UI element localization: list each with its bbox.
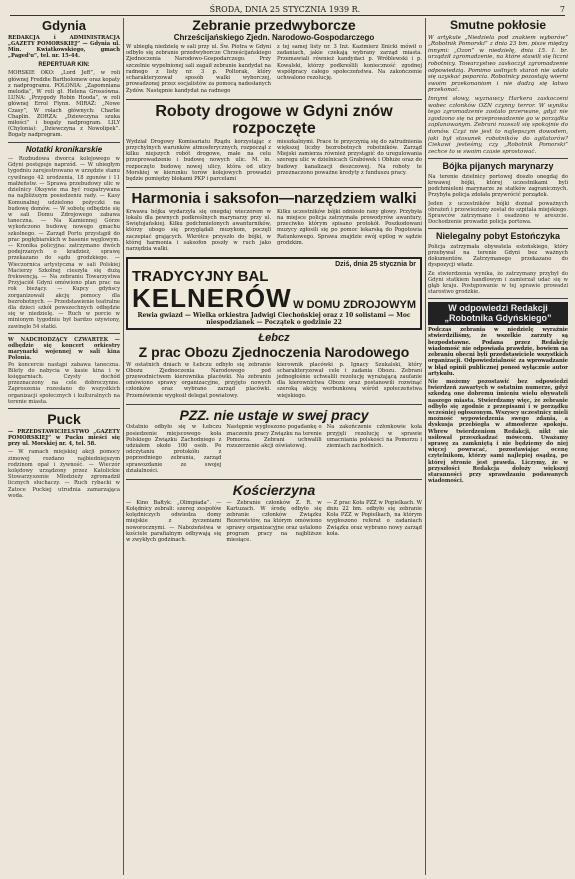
ad-title-line2: KELNERÓW — [132, 283, 292, 314]
column-text-filler: Nie możemy pozostawić bez odpowiedzi twierdzeń zawartych w ostatnim numerze, gdyż szkodzą one dobremu imieniu wielu obywateli naszego miasta. Stwierdzamy więc, że zebranie odbyło się zgodnie z przepisami i w porządku wcześniej ogłoszonym. Wszyscy uczestnicy mieli możność wypowiedzenia swego zdania, a dyskusja przebiegła w atmosferze spokoju. Wbrew twierdzeniom Redakcji, nikt nie usiłował przeszkadzać mówcom. Uważamy sprawę za zamkniętą i nie będziemy do niej więcej powracać, pozostawiając ocenę czytelnikom, którzy sami najlepiej osądzą, po której stronie jest prawda. Liczymy, że w przyszłości Redakcja dołoży większej staranności przy sprawdzaniu podawanych wiadomości. — [428, 378, 568, 485]
divider — [126, 99, 422, 100]
ad-title-line1: TRADYCYJNY BAL — [132, 268, 269, 286]
roboty-title: Roboty drogowe w Gdyni znów rozpoczęte — [155, 102, 393, 137]
pzz-text-1: Ostatnio odbyło się w Łebczu posiedzenie miejscowego koła Polskiego Związku Zachodniego z udziałem około 100 osób. Po odczytaniu protokółu z poprzedniego zebrania, zarząd sprawozdanie ze swojej działalności. — [126, 424, 222, 474]
bal-kelnerow-advertisement — [126, 257, 422, 330]
roboty-body — [126, 139, 422, 184]
column-text-filler: — W ramach miejskiej akcji pomocy zimowej rozdano najbiedniejszym rodzinom opał i żywność. — Wieczór kolędowy urządzony przez Katolickie Stowarzyszenie Młodzieży zgromadził licznych słuchaczy. — Ruch rybacki w Zatoce Puckiej utrudnia zamarzająca woda. — [8, 449, 120, 499]
bojka-title: Bójka pijanych marynarzy — [442, 161, 554, 172]
koscierzyna-text-1: — Kino Bałtyk: „Olimpiada”. — Kolędnicy zebrali: szereg zespołów kolędniczych odwiedza domy miejskie z życzeniami noworocznymi. — Nabożeństwa w kościele parafialnym odbywają się w zwykłych godzinach. — [126, 499, 222, 543]
redakcji-title: W odpowiedzi Redakcji „Robotnika Gdyńskiego” — [428, 302, 568, 325]
lebcz-title: Z prac Obozu Zjednoczenia Narodowego — [138, 343, 410, 360]
divider — [126, 479, 422, 480]
cinema-listings: MORSKIE OKO: „Lord Jeff”, w roli głównej Freddie Bartholomew oraz kopaty z nadprogramu. POLONIA: „Zapomniana melodia”, W roli gł. Helena Grossówna. LUNA: „Przygody Robin Hooda”, w roli głównej Errol Flynn. MIRAŻ: „Nowe Czasy”, W rolach głównych: Charlie Chaplin. ZORZA: „Dziewczyna szuka miłości” i bogaty nadprogram. LILY (Chylonia): „Dziewczyna z Nowolipek”. Bogaty nadprogram. — [8, 70, 120, 139]
column-text-filler: Ze stwierdzenia wynika, że zatrzymany przybył do Gdyni statkiem handlowym i zamierzał udać się w głąb kraju. Postępowanie w tej sprawie prowadzi starostwo grodzkie. — [428, 270, 568, 296]
pzz-text-2: Następnie wygłoszono pogadankę o znaczeniu pracy Związku na terenie Pomorza. Zebrani uchwalili rozszerzenie akcji oświatowej. — [226, 424, 322, 450]
nielegalny-text: Policja zatrzymała obywatela estońskiego, który przebywał na terenie Gdyni bez ważnych dokumentów. Zatrzymanego przekazano do dyspozycji władz. — [428, 243, 568, 269]
divider — [8, 333, 120, 334]
column-text-filler: — Rozbudowa dworca kolejowego w Gdyni postępuje naprzód. — W ubiegłym tygodniu zarejestrowano w urzędzie stanu cywilnego 42 urodzenia, 18 zgonów i 11 małżeństw. — Sprawa przebudowy ulic w dzielnicy Oksywie ma być rozpatrywana na najbliższym posiedzeniu rady. — Kasy Komunalnej udzielono pożyczki na budowę domów. — W sobotę odbędzie się w sali Domu Zdrojowego zabawa taneczna. — Na Kamiennej Górze wykończono budowę nowego gmachu szkolnego. — Zarząd Portu przystąpił do prac pogłębiarskich w basenie węglowym. — Kronika policyjna: zatrzymano dwóch podejrzanych o kradzież, sprawę przekazano do sądu grodzkiego. — Wieczornica artystyczna w sali Polskiej Macierzy Szkolnej cieszyła się dużą frekwencją. — Na zebraniu Towarzystwa Przyjaciół Gdyni omówiono plan prac na rok bieżący. — Kupcy gdyńscy zorganizowali akcję pomocy dla bezrobotnych. — Przedstawienie teatralne dla dzieci szkół powszechnych odbędzie się w niedzielę. — Ruch w porcie w minionym tygodniu był bardzo ożywiony, zawinęło 54 statki. — [8, 156, 120, 330]
smutne-title: Smutne pokłosie — [449, 18, 547, 32]
column-text-filler: Po koncercie nastąpi zabawa taneczna. Bilety do nabycia w kasie kina i w księgarniach. Czysty dochód przeznaczony na cele dobroczynne. Zaproszenia rozesłano do wszystkich organizacji społecznych i kulturalnych na terenie miasta. — [8, 361, 120, 405]
zebranie-body — [126, 44, 422, 96]
notice-filler: W NADCHODZĄCY CZWARTEK — odbędzie się koncert orkiestry marynarki wojennej w sali kina Polonia. — [8, 336, 120, 362]
column-divider — [123, 18, 124, 875]
koscierzyna-text-3: — Z prac Koła PZZ w Popielkach. W dniu 22 bm. odbyło się zebranie Koła PZZ w Popielkach, na którym wygłoszono referat o zadaniach Związku oraz wybrano nowy zarząd koła. — [326, 499, 422, 537]
gdynia-redakcja: REDAKCJA i ADMINISTRACJA „GAZETY POMORSKIEJ” — Gdynia ul. Min. Kwiatkowskiego, gmach „Paged'u”, tel. nr. 15-44. — [8, 34, 120, 60]
puck-title: Puck — [47, 411, 81, 427]
roboty-text-2: mieszkalnymi. Prace te przyczynią się do zatrudnienia większej liczby bezrobotnych robotników. Zarząd Miejski zamierza również przystąpić do uregulowania szeregu ulic w dzielnicach Grabówek i Obłuże oraz do budowy kanalizacji deszczowej. Na roboty te przeznaczono poważne kredyty z funduszu pracy. — [277, 138, 422, 176]
divider — [428, 298, 568, 299]
page-number: 7 — [559, 4, 565, 14]
divider — [8, 408, 120, 409]
roboty-text-1: Wydział Drogowy Komisariatu Rządu korzystając z przychylnych warunków atmosferycznych, rozpoczął z kilku niejszych robót drogowe, małe na celu przeprowadzenie i budowę nowych ulic. M. in. rozpoczęto budowę nowej ulicy, która od ulicy Morskiej w kierunku torów kolejowych prowadzi będzie pomiędzy blokami PKP i parcelami — [126, 138, 271, 182]
center-column — [126, 18, 422, 875]
zebranie-subtitle: Chrześcijańskiego Zjedn. Narodowo-Gospodarczego — [173, 32, 375, 42]
gdynia-column — [8, 18, 120, 875]
column-text-filler: Innymi słowy, wyznawcy Harkera zaskoczeni wobec członków OZN czynny terror. W wyniku tego zgromadzenie zostało przerwane, gdyż nie zgodzono się na przeprowadzenie go w porządku zaplanowanym. Zebrani rozeszli się spokojnie do domów. Czyż nie jest to najlepszym dowodem, jaki był stosunek robotników do agitatorów? Ciekawi jesteśmy, czy „Robotnik Pomorski” zechce to w swoim czasie sprostować. — [428, 95, 568, 155]
right-column — [428, 18, 568, 875]
repertuar-heading: REPERTUAR KIN: — [38, 62, 90, 69]
pzz-body — [126, 424, 422, 476]
zebranie-text-1: W ubiegłą niedzielę w sali przy ul. Św. Piotra w Gdyni odbyło się zebranie przedwyborcze Chrześcijańskiego Zjednoczenia Narodowo-Gospodarczego. Przy szczelnie wypełnionej sali zagaił zebranie kandydat na radnego z listy nr. 3 p. Poltorak, który scharakteryzował sposób walki wyborczej, prowadzonej przez socjalistów za pomocą nadesłanych Żydów. Następnie kandydat na radnego — [126, 44, 271, 94]
divider — [126, 187, 422, 188]
puck-przedstawicielstwo: — PRZEDSTAWICIELSTWO „GAZETY POMORSKIEJ” w Pucku mieści się przy ul. Morskiej nr. 4, tel. 58. — [8, 428, 120, 448]
bojka-text: Na terenie dzielnicy portowej doszło onegdaj do krwawej bójki, której uczestnikami byli podchmieleni marynarze ze statków zagranicznych. Przybyła policja zdołała przywrócić porządek. — [428, 173, 568, 199]
pzz-title: PZZ. nie ustaje w swej pracy — [179, 406, 369, 423]
ad-place: W DOMU ZDROJOWYM — [293, 299, 416, 312]
lebcz-body — [126, 362, 422, 401]
harmonia-title: Harmonia i saksofon—narzędziem walki — [131, 190, 417, 208]
lebcz-text-1: W ostatnich dniach w Łebczu odbyło się zebranie Obozu Zjednoczenia Narodowego pod przewodnictwem kierownika placówki. Na zebraniu omówiono sprawy organizacyjne, przyjęto nowych członków oraz wybrano zarząd placówki. Przemówienie wygłosił delegat powiatowy. — [126, 361, 271, 399]
page-header — [10, 3, 565, 16]
divider — [8, 142, 120, 143]
lebcz-text-2: kierownik placówki p. Ignacy Szukalski, który scharakteryzował cele i zadania Obozu. Zebrani jednogłośnie uchwalili rezolucję wyrażającą zaufanie dla kierownictwa Obozu oraz postanowili rozwinąć szeroką akcję werbunkową wśród społeczeństwa wiejskiego. — [277, 361, 422, 399]
nielegalny-title: Nielegalny pobyt Estończyka — [435, 231, 561, 242]
redakcji-text: Podczas zebrania w niedzielę wyraźnie stwierdziliśmy, że wszelkie zarzuty są bezpodstawne. Podana przez Redakcję wiadomość nie odpowiada prawdzie, bowiem na zebraniu obecni byli przedstawiciele wszystkich organizacji. Odpowiedzialność za wprowadzanie w błąd opinii publicznej ponosi wyłącznie autor artykułu. — [428, 327, 568, 377]
koscierzyna-body — [126, 500, 422, 545]
smutne-text: W artykule „Niedziela pod znakiem wyborów” „Robotnik Pomorski” z dnia 23 bm. pisze między innymi: „Ozon” w niedzielę, dnia 15. I. br. urządził zgromadzenie, na które stawili się liczni robotnicy. Towarzystwo zaskoczył zgromadzenie odpowiedzią. Pomimo usilnych starań nie udało się uzyskać poparcia. Robotnicy pozostają wierni swoim przekonaniom i nie dadzą się łatwo przekonać. — [428, 34, 568, 94]
harmonia-text-2: Kilku uczestników bójki odniosło rany głowy. Przybyła na miejsce policja zatrzymała prowodyrów awantury, przeciwko którym spisano protokół. Poszkodowani muzycy zgłosili się po pomoc lekarską do Pogotowia Ratunkowego. Sprawa znajdzie swój epilog w sądzie grodzkim. — [277, 208, 422, 246]
divider — [126, 404, 422, 405]
column-divider — [425, 18, 426, 875]
zebranie-title: Zebranie przedwyborcze — [192, 18, 356, 33]
notatki-heading: Notatki kronikarskie — [25, 144, 103, 154]
harmonia-body — [126, 209, 422, 254]
lebcz-kicker: Łebcz — [258, 332, 290, 345]
harmonia-text-1: Krwawa bójka wydarzyła się onegdaj wieczorem w lokalu dla pewnych podkreślnych marynarzy przy ul. Świętojańskiej. Kilku podchmielonych awanturników, którzy ubogo się przyglądali muzykom, poczęli zaczepiać grających. Wkrótce przyszło do bójki, w której harmonia i saksofon poszły w ruch jako narzędzia walki. — [126, 208, 271, 253]
pzz-text-3: Na zakończenie członkowie koła przyjęli rezolucję w sprawie umacniania polskości na Pomorzu i ziemiach zachodnich. — [326, 424, 422, 450]
divider — [428, 158, 568, 159]
column-text-filler: Jeden z uczestników bójki doznał poważnych obrażeń i przewieziony został do szpitala miejskiego. Sprawców zatrzymano i osadzono w areszcie. Dochodzenie prowadzi policja portowa. — [428, 200, 568, 226]
ad-info: Rewia gwiazd — Wielka orkiestra Jadwigi Ciechońskiej oraz z 10 solistami — Moc niespodzianek — Początek o godzinie 22 — [137, 312, 411, 327]
zebranie-text-2: z tej samej listy nr. 3 Inż. Kazimierz Ilnicki mówił o zadaniach, jakie czekają wybrany zarząd miasta. Przemawiali również kandydaci p. Wróblewski i p. Kowalski, którzy podkreślili konieczność zgodnej współpracy całego społeczeństwa. Na zakończenie uchwalono rezolucję. — [277, 44, 422, 82]
gdynia-title: Gdynia — [41, 18, 87, 33]
koscierzyna-title: Kościerzyna — [232, 482, 316, 499]
ad-date: Dziś, dnia 25 stycznia br — [335, 261, 416, 269]
koscierzyna-text-2: — Zebranie członków Z. R. w Kartuzach. W środę odbyło się zebranie członków Związku Rezerwistów, na którym omówiono sprawy organizacyjne oraz ustalono program pracy na najbliższe miesiące. — [226, 499, 322, 543]
divider — [428, 228, 568, 229]
header-date: ŚRODA, DNIA 25 STYCZNIA 1939 R. — [209, 4, 361, 14]
